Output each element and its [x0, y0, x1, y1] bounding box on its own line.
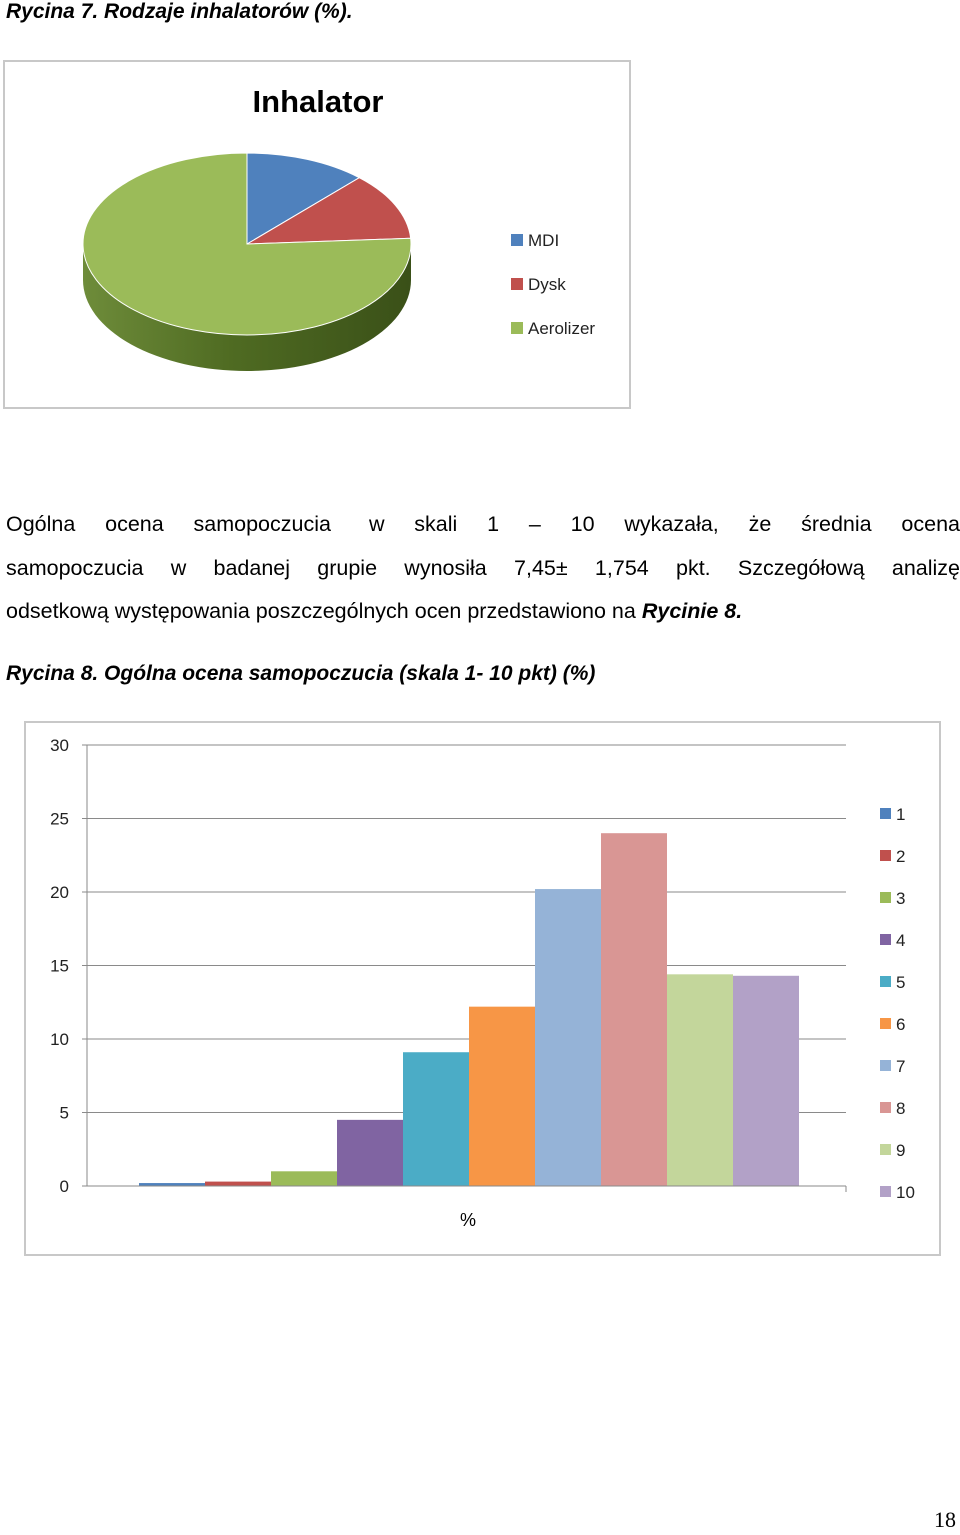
legend-label-1: 1 [896, 805, 906, 824]
legend-swatch-6 [880, 1018, 891, 1029]
legend-swatch-8 [880, 1102, 891, 1113]
y-tick-label-20: 20 [50, 883, 69, 902]
y-tick-label-25: 25 [50, 809, 69, 829]
figure-8-caption: Rycina 8. Ogólna ocena samopoczucia (skala 1- 10 pkt) (%) [6, 662, 596, 685]
paragraph-line-3-text: odsetkową występowania poszczególnych ocen przedstawiono na [6, 599, 636, 623]
legend-swatch-10 [880, 1186, 891, 1197]
bar-8 [601, 833, 667, 1186]
figure-reference: Rycinie 8 [641, 599, 737, 623]
bar-7 [535, 889, 601, 1186]
y-tick-label-10: 10 [50, 1030, 69, 1049]
legend-swatch-2 [880, 850, 891, 861]
paragraph-line-1-part-a: Ogólna ocena samopoczucia [6, 512, 331, 536]
legend-label-2: 2 [896, 847, 906, 866]
legend-label-7: 7 [896, 1057, 906, 1076]
legend-label-8: 8 [896, 1099, 906, 1118]
legend-swatch-9 [880, 1144, 891, 1155]
legend-swatch-7 [880, 1060, 891, 1071]
legend-label-aerolizer: Aerolizer [528, 319, 596, 338]
legend-swatch-1 [880, 808, 891, 819]
bar-9 [667, 974, 733, 1186]
legend-label-mdi: MDI [528, 231, 560, 250]
y-tick-label-30: 30 [50, 736, 69, 755]
body-paragraph [6, 503, 960, 634]
pie-title: Inhalator [252, 84, 384, 119]
bar-3 [271, 1171, 337, 1186]
legend-swatch-mdi [511, 234, 523, 246]
y-tick-label-5: 5 [59, 1103, 69, 1123]
bar-chart [26, 723, 939, 1254]
pie-chart-frame [3, 60, 631, 409]
legend-swatch-4 [880, 934, 891, 945]
figure-7-caption: Rycina 7. Rodzaje inhalatorów (%). [6, 0, 353, 23]
paragraph-line-1 [6, 503, 960, 547]
paragraph-line-1-part-b: w skali 1 – 10 wykazała, że średnia ocena [368, 512, 960, 536]
legend-swatch-3 [880, 892, 891, 903]
legend-label-dysk: Dysk [528, 275, 566, 294]
y-tick-label-0: 0 [59, 1177, 69, 1196]
paragraph-line-2: samopoczucia w badanej grupie wynosiła 7,45± 1,754 pkt. Szczegółową analizę [6, 555, 960, 580]
legend-label-6: 6 [896, 1015, 906, 1034]
legend-swatch-aerolizer [511, 322, 523, 334]
bar-chart-frame [24, 721, 941, 1256]
figure-reference-period: . [736, 599, 743, 623]
legend-label-3: 3 [896, 889, 906, 908]
legend-label-5: 5 [896, 973, 906, 992]
page-number: 18 [934, 1507, 956, 1532]
x-axis-label: % [459, 1210, 477, 1230]
bar-6 [469, 1007, 535, 1186]
legend-label-4: 4 [896, 931, 906, 950]
legend-label-10: 10 [896, 1183, 915, 1202]
pie-chart [5, 62, 629, 407]
bar-5 [403, 1052, 469, 1186]
paragraph-line-3 [6, 590, 960, 634]
bar-10 [733, 976, 799, 1186]
legend-swatch-5 [880, 976, 891, 987]
legend-label-9: 9 [896, 1141, 906, 1160]
y-tick-label-15: 15 [50, 956, 69, 976]
bar-4 [337, 1120, 403, 1186]
legend-swatch-dysk [511, 278, 523, 290]
bar-2 [205, 1182, 271, 1186]
